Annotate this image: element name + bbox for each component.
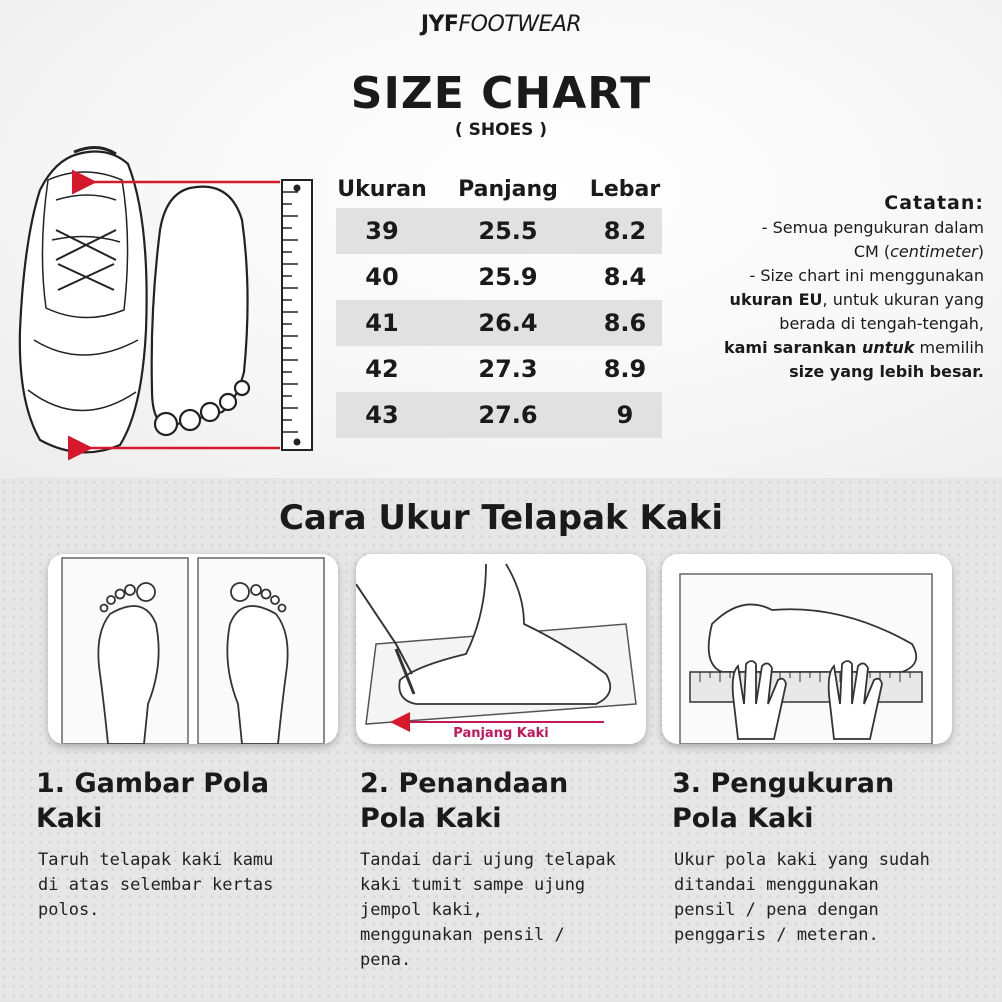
notes-line: CM (centimeter): [853, 242, 984, 261]
step-2-title: 2. Penandaan Pola Kaki: [360, 768, 569, 834]
table-row: [336, 300, 662, 346]
cell-lebar: 8.4: [603, 263, 647, 291]
cell-lebar: 8.6: [603, 309, 647, 337]
cell-panjang: 26.4: [478, 309, 538, 337]
notes-line: kami sarankan untuk memilih: [723, 338, 984, 357]
cell-lebar: 9: [616, 401, 634, 429]
measuring-pattern-illustration: [662, 554, 952, 744]
step-1-card: [48, 554, 338, 744]
step-1-title: 1. Gambar Pola Kaki: [36, 768, 270, 834]
step-2-card: [356, 554, 646, 744]
feet-on-paper-illustration: [48, 554, 338, 744]
page-title: SIZE CHART: [350, 68, 652, 119]
table-row: [336, 346, 662, 392]
notes-line: berada di tengah-tengah,: [779, 314, 984, 333]
table-header: [336, 172, 662, 206]
size-table: [336, 172, 662, 438]
cell-lebar: 8.9: [603, 355, 647, 383]
step-1-description: Taruh telapak kaki kamu di atas selembar kertas polos.: [38, 850, 274, 920]
step-3-description: Ukur pola kaki yang sudah ditandai menggunakan pensil / pena dengan penggaris / meteran.: [674, 850, 930, 945]
cell-panjang: 27.3: [478, 355, 538, 383]
header-ukuran: Ukuran: [337, 176, 427, 202]
section-title: Cara Ukur Telapak Kaki: [278, 498, 724, 538]
page-subtitle: ( SHOES ): [454, 120, 548, 140]
foot-length-label: Panjang Kaki: [453, 726, 549, 741]
cell-ukuran: 41: [365, 309, 399, 337]
notes-block: [660, 190, 984, 384]
step-3-card: [662, 554, 952, 744]
cell-ukuran: 40: [365, 263, 399, 291]
shoe-foot-ruler-illustration: [0, 140, 330, 470]
cell-panjang: 25.9: [478, 263, 538, 291]
notes-line: - Semua pengukuran dalam: [761, 218, 984, 237]
cell-ukuran: 42: [365, 355, 399, 383]
notes-line: - Size chart ini menggunakan: [749, 266, 984, 285]
cell-lebar: 8.2: [603, 217, 647, 245]
cell-ukuran: 43: [365, 401, 399, 429]
cell-ukuran: 39: [365, 217, 399, 245]
table-row: [336, 254, 662, 300]
table-row: [336, 392, 662, 438]
notes-title: Catatan:: [884, 192, 984, 214]
step-3-title: 3. Pengukuran Pola Kaki: [672, 768, 895, 834]
foot-outline-icon: [152, 187, 249, 435]
header-lebar: Lebar: [589, 176, 661, 202]
cell-panjang: 27.6: [478, 401, 538, 429]
cell-panjang: 25.5: [478, 217, 538, 245]
marking-foot-illustration: [356, 554, 646, 744]
header-panjang: Panjang: [458, 176, 558, 202]
notes-line: size yang lebih besar.: [789, 362, 984, 381]
shoe-icon: [20, 147, 147, 452]
step-2-description: Tandai dari ujung telapak kaki tumit sampe ujung jempol kaki, menggunakan pensil / pena.: [360, 850, 616, 970]
brand-logo: JYFFOOTWEAR: [420, 12, 582, 37]
notes-line: ukuran EU, untuk ukuran yang: [729, 290, 984, 309]
ruler-icon: [282, 180, 312, 450]
table-row: [336, 208, 662, 254]
